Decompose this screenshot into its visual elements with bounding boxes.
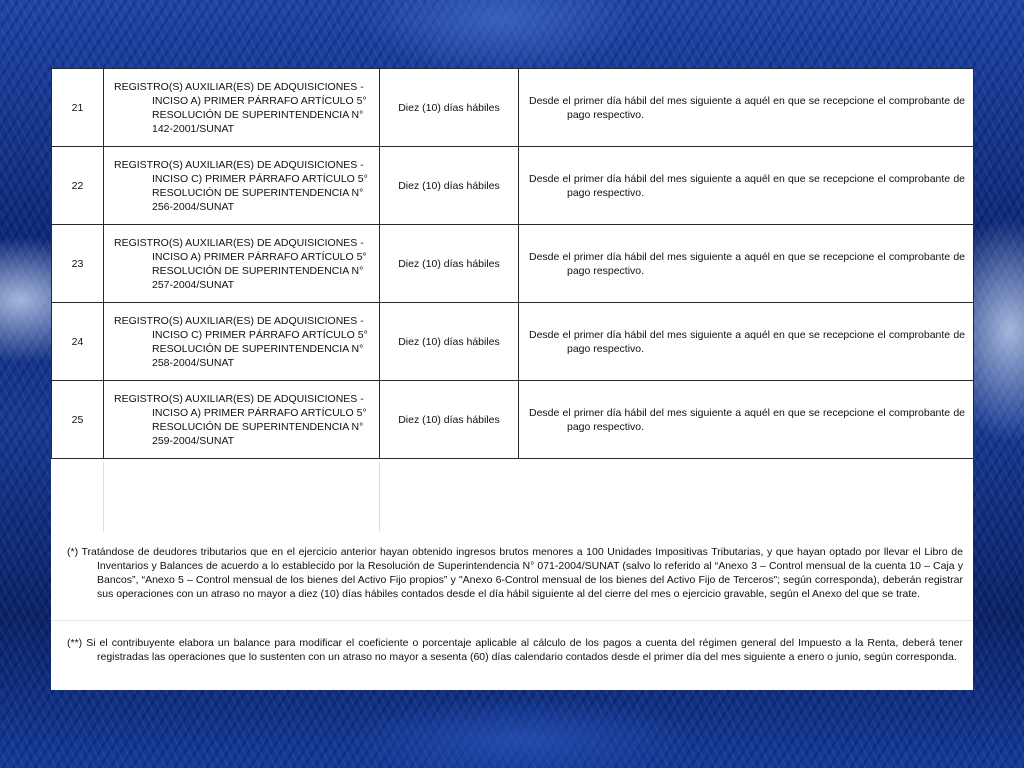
registry-description	[104, 303, 380, 381]
registry-description-text: REGISTRO(S) AUXILIAR(ES) DE ADQUISICIONES - INCISO A) PRIMER PÁRRAFO ARTÍCULO 5° RESOLUCIÓN DE SUPERINTENDENCIA N° 142-2001/SUNAT	[114, 80, 367, 135]
registry-description	[104, 225, 380, 303]
start-condition-text: Desde el primer día hábil del mes siguiente a aquél en que se recepcione el comprobante de pago respectivo.	[529, 406, 965, 433]
document-page	[51, 68, 973, 690]
footnote-text: (**) Si el contribuyente elabora un balance para modificar el coeficiente o porcentaje aplicable al cálculo de los pagos a cuenta del régimen general del Impuesto a la Renta, deberá tener registradas las operaciones que lo sustenten con un atraso no mayor a sesenta (60) días calendario contados desde el primer día del mes siguiente a enero o junio, según corresponda.	[67, 637, 963, 663]
start-condition	[519, 225, 974, 303]
deadline-cell: Diez (10) días hábiles	[380, 69, 519, 147]
start-condition-text: Desde el primer día hábil del mes siguiente a aquél en que se recepcione el comprobante de pago respectivo.	[529, 250, 965, 277]
deadline-cell: Diez (10) días hábiles	[380, 303, 519, 381]
start-condition-text: Desde el primer día hábil del mes siguiente a aquél en que se recepcione el comprobante de pago respectivo.	[529, 94, 965, 121]
deadline-cell: Diez (10) días hábiles	[380, 225, 519, 303]
table-row	[52, 303, 974, 381]
row-number: 22	[52, 147, 104, 225]
row-number: 24	[52, 303, 104, 381]
faint-column-rule	[103, 462, 104, 532]
registry-description	[104, 381, 380, 459]
row-number: 23	[52, 225, 104, 303]
table-row	[52, 69, 974, 147]
faint-column-rule	[379, 462, 380, 532]
registry-description-text: REGISTRO(S) AUXILIAR(ES) DE ADQUISICIONES - INCISO A) PRIMER PÁRRAFO ARTÍCULO 5° RESOLUCIÓN DE SUPERINTENDENCIA N° 259-2004/SUNAT	[114, 392, 367, 447]
registry-description-text: REGISTRO(S) AUXILIAR(ES) DE ADQUISICIONES - INCISO C) PRIMER PÁRRAFO ARTÍCULO 5° RESOLUCIÓN DE SUPERINTENDENCIA N° 258-2004/SUNAT	[114, 314, 368, 369]
row-number: 25	[52, 381, 104, 459]
registry-deadlines-table	[51, 68, 974, 459]
start-condition-text: Desde el primer día hábil del mes siguiente a aquél en que se recepcione el comprobante de pago respectivo.	[529, 328, 965, 355]
start-condition	[519, 381, 974, 459]
registry-description	[104, 69, 380, 147]
footnote-text: (*) Tratándose de deudores tributarios que en el ejercicio anterior hayan obtenido ingresos brutos menores a 100 Unidades Impositivas Tributarias, y que hayan optado por llevar el Libro de Inventarios y Balances de acuerdo a lo establecido por la Resolución de Superintendencia N° 071-2004/SUNAT (salvo lo referido al “Anexo 3 – Control mensual de la cuenta 10 – Caja y Bancos”, “Anexo 5 – Control mensual de los bienes del Activo Fijo propios” y "Anexo 6-Control mensual de los bienes del Activo Fijo de Terceros"; según corresponda), deberán registrar sus operaciones con un atraso no mayor a diez (10) días hábiles contados desde el día hábil siguiente al del cierre del mes o ejercicio gravable, según el Anexo del que se trate.	[67, 546, 963, 600]
footnote-single-asterisk	[59, 545, 963, 601]
deadline-cell: Diez (10) días hábiles	[380, 147, 519, 225]
registry-description-text: REGISTRO(S) AUXILIAR(ES) DE ADQUISICIONES - INCISO A) PRIMER PÁRRAFO ARTÍCULO 5° RESOLUCIÓN DE SUPERINTENDENCIA N° 257-2004/SUNAT	[114, 236, 367, 291]
table-row	[52, 381, 974, 459]
deadline-cell: Diez (10) días hábiles	[380, 381, 519, 459]
footnote-double-asterisk	[59, 636, 963, 664]
table-row	[52, 147, 974, 225]
start-condition	[519, 69, 974, 147]
start-condition-text: Desde el primer día hábil del mes siguiente a aquél en que se recepcione el comprobante de pago respectivo.	[529, 172, 965, 199]
table-row	[52, 225, 974, 303]
start-condition	[519, 147, 974, 225]
registry-description-text: REGISTRO(S) AUXILIAR(ES) DE ADQUISICIONES - INCISO C) PRIMER PÁRRAFO ARTÍCULO 5° RESOLUCIÓN DE SUPERINTENDENCIA N° 256-2004/SUNAT	[114, 158, 368, 213]
row-number: 21	[52, 69, 104, 147]
start-condition	[519, 303, 974, 381]
footnote-divider	[51, 620, 973, 621]
registry-description	[104, 147, 380, 225]
